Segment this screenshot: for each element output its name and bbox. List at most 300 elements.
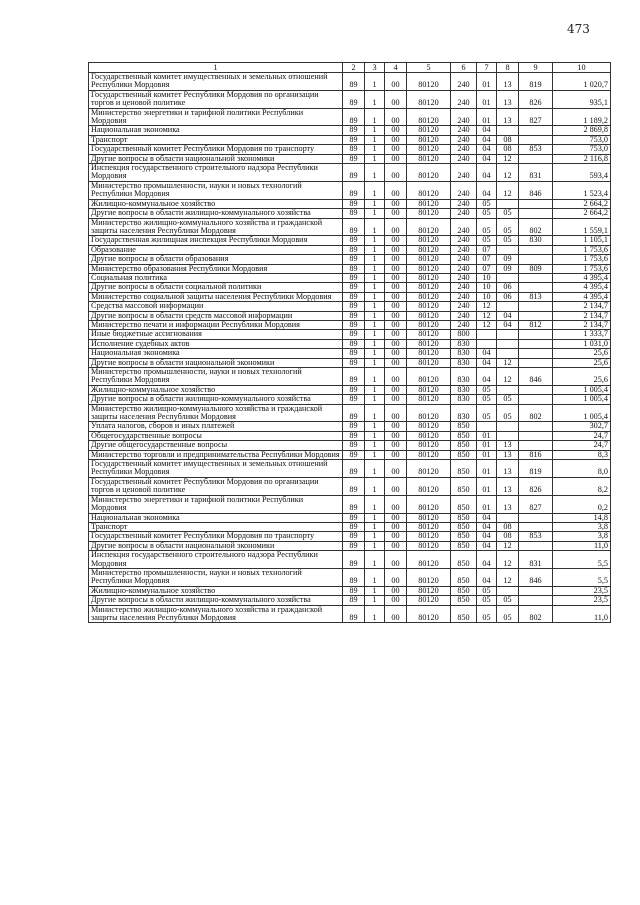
cell-col7: 04: [477, 532, 497, 541]
cell-col4: 00: [385, 209, 407, 218]
cell-col9: [519, 596, 553, 605]
cell-col4: 00: [385, 330, 407, 339]
cell-col9: [519, 358, 553, 367]
cell-col4: 00: [385, 522, 407, 531]
table-row: [89, 330, 611, 339]
cell-amount: 25,6: [553, 349, 611, 358]
cell-col3: 1: [365, 135, 385, 144]
cell-amount: 11,0: [553, 605, 611, 623]
cell-col2: 89: [343, 339, 365, 348]
cell-col8: 13: [497, 460, 519, 478]
cell-col6: 830: [451, 358, 477, 367]
cell-col8: 12: [497, 368, 519, 386]
cell-col8: 12: [497, 568, 519, 586]
table-row: [89, 145, 611, 154]
cell-col7: 12: [477, 302, 497, 311]
cell-col2: 89: [343, 90, 365, 108]
cell-col9: 853: [519, 145, 553, 154]
cell-col6: 240: [451, 181, 477, 199]
row-name-cell: Государственный комитет Республики Мордовия по организации торгов и ценовой политике: [89, 90, 343, 108]
cell-col7: 04: [477, 522, 497, 531]
cell-col3: 1: [365, 404, 385, 422]
table-row: [89, 320, 611, 329]
cell-col4: 00: [385, 477, 407, 495]
cell-col3: 1: [365, 450, 385, 459]
cell-col5: 80120: [407, 90, 451, 108]
cell-col9: [519, 513, 553, 522]
cell-col5: 80120: [407, 431, 451, 440]
column-header: 7: [477, 63, 497, 73]
cell-col3: 1: [365, 181, 385, 199]
cell-col3: 1: [365, 513, 385, 522]
table-row: [89, 431, 611, 440]
cell-col4: 00: [385, 145, 407, 154]
cell-col2: 89: [343, 605, 365, 623]
cell-amount: 5,5: [553, 551, 611, 569]
cell-amount: 1 005,4: [553, 385, 611, 394]
cell-col9: 802: [519, 605, 553, 623]
cell-col6: 240: [451, 255, 477, 264]
cell-col8: 09: [497, 255, 519, 264]
row-name-cell: Другие вопросы в области национальной экономики: [89, 154, 343, 163]
cell-col7: 04: [477, 126, 497, 135]
cell-col7: 01: [477, 90, 497, 108]
page-number: 473: [567, 22, 590, 36]
row-name-cell: Министерство жилищно-коммунального хозяйства и гражданской защиты населения Республики Мордовия: [89, 404, 343, 422]
cell-col3: 1: [365, 339, 385, 348]
cell-col9: [519, 431, 553, 440]
cell-col4: 00: [385, 541, 407, 550]
row-name-cell: Министерство жилищно-коммунального хозяйства и гражданской защиты населения Республики Мордовия: [89, 218, 343, 236]
table-row: [89, 596, 611, 605]
cell-col9: [519, 541, 553, 550]
column-header: 2: [343, 63, 365, 73]
cell-col7: [477, 339, 497, 348]
cell-col6: 240: [451, 164, 477, 182]
cell-col6: 830: [451, 349, 477, 358]
cell-col6: 830: [451, 404, 477, 422]
cell-col8: 13: [497, 108, 519, 126]
cell-col2: 89: [343, 477, 365, 495]
cell-col3: 1: [365, 431, 385, 440]
cell-col3: 1: [365, 302, 385, 311]
table-row: [89, 181, 611, 199]
cell-col2: 89: [343, 358, 365, 367]
cell-col9: [519, 311, 553, 320]
cell-col3: 1: [365, 108, 385, 126]
row-name-cell: Жилищно-коммунальное хозяйство: [89, 385, 343, 394]
cell-col5: 80120: [407, 164, 451, 182]
cell-col4: 00: [385, 441, 407, 450]
cell-col3: 1: [365, 385, 385, 394]
cell-amount: 1 189,2: [553, 108, 611, 126]
cell-amount: 4 395,4: [553, 273, 611, 282]
table-row: [89, 135, 611, 144]
cell-col7: 01: [477, 477, 497, 495]
cell-col3: 1: [365, 422, 385, 431]
cell-col2: 89: [343, 218, 365, 236]
cell-col7: 10: [477, 292, 497, 301]
cell-col6: 240: [451, 236, 477, 245]
cell-col8: [497, 330, 519, 339]
column-header: 6: [451, 63, 477, 73]
cell-col5: 80120: [407, 349, 451, 358]
cell-col9: [519, 395, 553, 404]
cell-amount: 2 664,2: [553, 209, 611, 218]
cell-col4: 00: [385, 551, 407, 569]
cell-col2: 89: [343, 368, 365, 386]
cell-col7: 05: [477, 385, 497, 394]
table-row: [89, 477, 611, 495]
row-name-cell: Министерство энергетики и тарифной политики Республики Мордовия: [89, 108, 343, 126]
cell-col3: 1: [365, 236, 385, 245]
cell-col2: 89: [343, 422, 365, 431]
cell-col9: [519, 283, 553, 292]
cell-col5: 80120: [407, 368, 451, 386]
cell-amount: 302,7: [553, 422, 611, 431]
cell-col5: 80120: [407, 320, 451, 329]
cell-col4: 00: [385, 395, 407, 404]
cell-col5: 80120: [407, 292, 451, 301]
cell-col9: [519, 385, 553, 394]
cell-col8: 06: [497, 292, 519, 301]
table-row: [89, 264, 611, 273]
cell-col5: 80120: [407, 596, 451, 605]
cell-col4: 00: [385, 283, 407, 292]
table-row: [89, 349, 611, 358]
row-name-cell: Национальная экономика: [89, 349, 343, 358]
cell-col4: 00: [385, 245, 407, 254]
cell-col6: 240: [451, 302, 477, 311]
cell-col2: 89: [343, 126, 365, 135]
cell-col6: 850: [451, 477, 477, 495]
cell-col9: [519, 441, 553, 450]
cell-col3: 1: [365, 596, 385, 605]
row-name-cell: Государственный комитет Республики Мордовия по транспорту: [89, 532, 343, 541]
cell-col6: 850: [451, 441, 477, 450]
cell-amount: 0,2: [553, 495, 611, 513]
cell-col3: 1: [365, 330, 385, 339]
row-name-cell: Национальная экономика: [89, 126, 343, 135]
row-name-cell: Образование: [89, 245, 343, 254]
row-name-cell: Исполнение судебных актов: [89, 339, 343, 348]
cell-amount: 2 116,8: [553, 154, 611, 163]
cell-col4: 00: [385, 568, 407, 586]
cell-col9: 831: [519, 551, 553, 569]
cell-col8: [497, 126, 519, 135]
cell-col8: 06: [497, 283, 519, 292]
cell-col5: 80120: [407, 395, 451, 404]
row-name-cell: Государственный комитет Республики Мордовия по организации торгов и ценовой политике: [89, 477, 343, 495]
cell-col6: 240: [451, 90, 477, 108]
cell-col6: 240: [451, 145, 477, 154]
cell-col9: [519, 255, 553, 264]
cell-col9: [519, 126, 553, 135]
cell-col9: [519, 330, 553, 339]
table-row: [89, 551, 611, 569]
cell-amount: 753,0: [553, 145, 611, 154]
cell-amount: 1 005,4: [553, 404, 611, 422]
cell-col8: [497, 349, 519, 358]
cell-col2: 89: [343, 154, 365, 163]
cell-col3: 1: [365, 441, 385, 450]
table-row: [89, 283, 611, 292]
cell-col8: 04: [497, 311, 519, 320]
cell-col7: 04: [477, 368, 497, 386]
cell-col2: 89: [343, 108, 365, 126]
cell-col6: 850: [451, 551, 477, 569]
row-name-cell: Государственная жилищная инспекция Республики Мордовия: [89, 236, 343, 245]
cell-col6: 240: [451, 126, 477, 135]
table-row: [89, 164, 611, 182]
row-name-cell: Другие вопросы в области средств массовой информации: [89, 311, 343, 320]
table-header: [89, 63, 611, 73]
row-name-cell: Министерство социальной защиты населения Республики Мордовия: [89, 292, 343, 301]
cell-col2: 89: [343, 209, 365, 218]
cell-col7: 01: [477, 431, 497, 440]
row-name-cell: Жилищно-коммунальное хозяйство: [89, 199, 343, 208]
cell-col5: 80120: [407, 245, 451, 254]
cell-col4: 00: [385, 358, 407, 367]
cell-col4: 00: [385, 368, 407, 386]
cell-col8: [497, 586, 519, 595]
cell-col8: 13: [497, 495, 519, 513]
cell-col8: 04: [497, 320, 519, 329]
cell-col3: 1: [365, 273, 385, 282]
cell-col3: 1: [365, 551, 385, 569]
cell-col8: 12: [497, 181, 519, 199]
cell-col7: 04: [477, 145, 497, 154]
cell-col4: 00: [385, 349, 407, 358]
cell-col5: 80120: [407, 477, 451, 495]
cell-col9: 846: [519, 568, 553, 586]
cell-col5: 80120: [407, 513, 451, 522]
cell-col6: 850: [451, 568, 477, 586]
cell-col8: 13: [497, 477, 519, 495]
cell-col8: 13: [497, 90, 519, 108]
cell-col9: 846: [519, 368, 553, 386]
table-row: [89, 513, 611, 522]
cell-col5: 80120: [407, 283, 451, 292]
cell-col8: [497, 199, 519, 208]
cell-col5: 80120: [407, 135, 451, 144]
cell-col5: 80120: [407, 404, 451, 422]
cell-col6: 850: [451, 495, 477, 513]
cell-col2: 89: [343, 596, 365, 605]
cell-col8: 05: [497, 605, 519, 623]
cell-col3: 1: [365, 541, 385, 550]
column-header: 4: [385, 63, 407, 73]
cell-col5: 80120: [407, 358, 451, 367]
cell-col9: [519, 422, 553, 431]
cell-col2: 89: [343, 311, 365, 320]
cell-col7: 05: [477, 236, 497, 245]
row-name-cell: Инспекция государственного строительного надзора Республики Мордовия: [89, 551, 343, 569]
cell-col2: 89: [343, 320, 365, 329]
row-name-cell: Министерство промышленности, науки и новых технологий Республики Мордовия: [89, 568, 343, 586]
cell-amount: 8,2: [553, 477, 611, 495]
table-row: [89, 586, 611, 595]
cell-col2: 89: [343, 73, 365, 91]
table-row: [89, 358, 611, 367]
row-name-cell: Министерство образования Республики Мордовия: [89, 264, 343, 273]
cell-col4: 00: [385, 218, 407, 236]
column-header: 9: [519, 63, 553, 73]
table-row: [89, 541, 611, 550]
cell-col7: [477, 330, 497, 339]
cell-col3: 1: [365, 73, 385, 91]
cell-col9: 816: [519, 450, 553, 459]
table-row: [89, 255, 611, 264]
cell-amount: 1 559,1: [553, 218, 611, 236]
cell-col2: 89: [343, 551, 365, 569]
cell-col7: 12: [477, 320, 497, 329]
cell-col9: 819: [519, 460, 553, 478]
row-name-cell: Национальная экономика: [89, 513, 343, 522]
cell-col4: 00: [385, 596, 407, 605]
cell-col4: 00: [385, 135, 407, 144]
cell-col2: 89: [343, 450, 365, 459]
cell-col7: 05: [477, 209, 497, 218]
cell-col7: 10: [477, 273, 497, 282]
cell-col2: 89: [343, 349, 365, 358]
row-name-cell: Другие вопросы в области жилищно-коммунального хозяйства: [89, 395, 343, 404]
cell-col3: 1: [365, 586, 385, 595]
cell-col7: 04: [477, 135, 497, 144]
cell-col3: 1: [365, 605, 385, 623]
cell-col5: 80120: [407, 108, 451, 126]
cell-col9: 809: [519, 264, 553, 273]
cell-amount: 14,8: [553, 513, 611, 522]
cell-col6: 240: [451, 73, 477, 91]
table-row: [89, 154, 611, 163]
cell-col4: 00: [385, 126, 407, 135]
cell-col4: 00: [385, 73, 407, 91]
row-name-cell: Другие вопросы в области социальной политики: [89, 283, 343, 292]
cell-col9: [519, 349, 553, 358]
cell-col7: 04: [477, 551, 497, 569]
cell-col2: 89: [343, 385, 365, 394]
cell-col3: 1: [365, 218, 385, 236]
row-name-cell: Министерство печати и информации Республики Мордовия: [89, 320, 343, 329]
cell-col4: 00: [385, 311, 407, 320]
cell-col6: 240: [451, 283, 477, 292]
cell-col6: 850: [451, 513, 477, 522]
cell-col8: 05: [497, 218, 519, 236]
cell-col4: 00: [385, 181, 407, 199]
table-row: [89, 199, 611, 208]
cell-amount: 753,0: [553, 135, 611, 144]
cell-col2: 89: [343, 404, 365, 422]
cell-col7: 01: [477, 441, 497, 450]
cell-col6: 800: [451, 330, 477, 339]
cell-amount: 25,6: [553, 368, 611, 386]
cell-col6: 240: [451, 320, 477, 329]
row-name-cell: Министерство промышленности, науки и новых технологий Республики Мордовия: [89, 368, 343, 386]
cell-col6: 850: [451, 596, 477, 605]
cell-amount: 1 753,6: [553, 264, 611, 273]
cell-col5: 80120: [407, 605, 451, 623]
cell-amount: 8,0: [553, 460, 611, 478]
column-header: 5: [407, 63, 451, 73]
table-row: [89, 404, 611, 422]
cell-col7: 04: [477, 513, 497, 522]
cell-col2: 89: [343, 431, 365, 440]
cell-col4: 00: [385, 108, 407, 126]
cell-col7: 04: [477, 154, 497, 163]
cell-col3: 1: [365, 532, 385, 541]
cell-col2: 89: [343, 273, 365, 282]
cell-col8: 05: [497, 404, 519, 422]
cell-col5: 80120: [407, 73, 451, 91]
cell-col3: 1: [365, 395, 385, 404]
cell-col5: 80120: [407, 522, 451, 531]
cell-col6: 830: [451, 339, 477, 348]
table-row: [89, 460, 611, 478]
cell-col5: 80120: [407, 586, 451, 595]
cell-amount: 5,5: [553, 568, 611, 586]
cell-amount: 3,8: [553, 522, 611, 531]
cell-amount: 3,8: [553, 532, 611, 541]
cell-col7: [477, 422, 497, 431]
cell-col8: 05: [497, 209, 519, 218]
table-body: [89, 73, 611, 623]
cell-col6: 850: [451, 541, 477, 550]
cell-col2: 89: [343, 164, 365, 182]
cell-amount: 1 020,7: [553, 73, 611, 91]
cell-col8: [497, 302, 519, 311]
cell-col7: 01: [477, 450, 497, 459]
cell-col6: 240: [451, 264, 477, 273]
row-name-cell: Другие вопросы в области национальной экономики: [89, 358, 343, 367]
cell-col8: 08: [497, 145, 519, 154]
cell-col3: 1: [365, 145, 385, 154]
cell-col8: [497, 385, 519, 394]
cell-col5: 80120: [407, 339, 451, 348]
cell-col4: 00: [385, 255, 407, 264]
cell-col9: 813: [519, 292, 553, 301]
cell-col3: 1: [365, 358, 385, 367]
row-name-cell: Государственный комитет Республики Мордовия по транспорту: [89, 145, 343, 154]
cell-col6: 850: [451, 522, 477, 531]
row-name-cell: Министерство торговли и предпринимательства Республики Мордовия: [89, 450, 343, 459]
cell-col8: 08: [497, 135, 519, 144]
cell-col3: 1: [365, 568, 385, 586]
cell-col7: 01: [477, 495, 497, 513]
row-name-cell: Другие вопросы в области национальной экономики: [89, 541, 343, 550]
budget-table: [88, 62, 611, 623]
cell-col7: 04: [477, 358, 497, 367]
cell-col8: 08: [497, 522, 519, 531]
cell-col3: 1: [365, 164, 385, 182]
cell-col6: 240: [451, 154, 477, 163]
cell-col2: 89: [343, 264, 365, 273]
cell-col4: 00: [385, 422, 407, 431]
cell-amount: 593,4: [553, 164, 611, 182]
cell-col2: 89: [343, 283, 365, 292]
cell-amount: 2 134,7: [553, 302, 611, 311]
cell-col8: 12: [497, 164, 519, 182]
cell-col2: 89: [343, 302, 365, 311]
cell-col5: 80120: [407, 126, 451, 135]
cell-col4: 00: [385, 513, 407, 522]
cell-col7: 05: [477, 404, 497, 422]
cell-amount: 24,7: [553, 431, 611, 440]
cell-col5: 80120: [407, 495, 451, 513]
column-header: 3: [365, 63, 385, 73]
cell-col5: 80120: [407, 460, 451, 478]
row-name-cell: Инспекция государственного строительного надзора Республики Мордовия: [89, 164, 343, 182]
